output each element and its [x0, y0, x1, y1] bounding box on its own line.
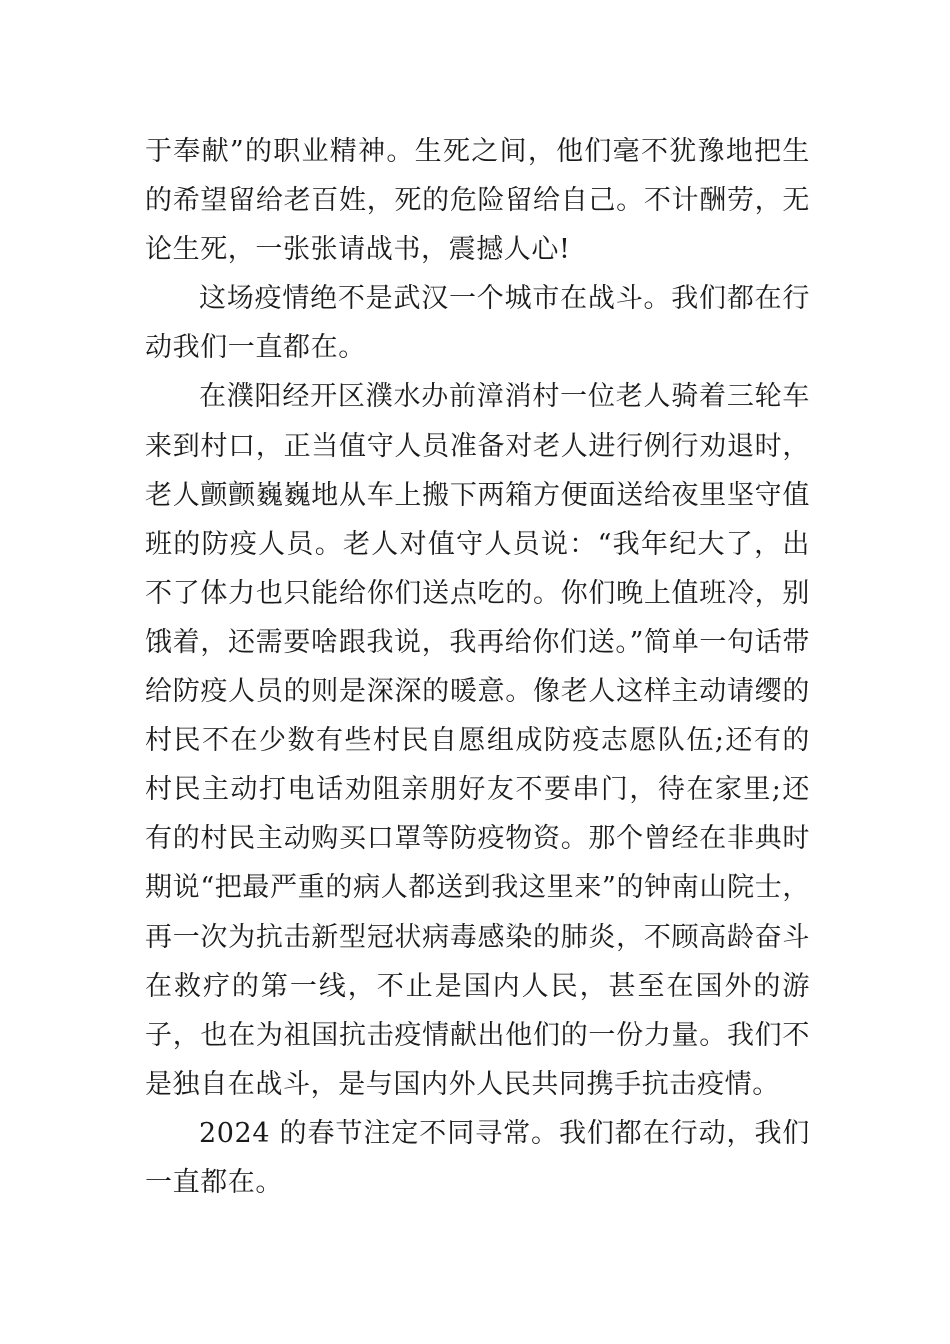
- paragraph-4: 2024 的春节注定不同寻常。我们都在行动，我们一直都在。: [145, 1117, 810, 1198]
- paragraph-2: 这场疫情绝不是武汉一个城市在战斗。我们都在行动我们一直都在。: [145, 283, 810, 364]
- paragraph-1: 于奉献”的职业精神。生死之间，他们毫不犹豫地把生的希望留给老百姓，死的危险留给自己。不计酬劳，无论生死，一张张请战书，震撼人心!: [145, 136, 810, 266]
- paragraph-3: 在濮阳经开区濮水办前漳消村一位老人骑着三轮车来到村口，正当值守人员准备对老人进行例行劝退时，老人颤颤巍巍地从车上搬下两箱方便面送给夜里坚守值班的防疫人员。老人对值守人员说：“我年纪大了，出不了体力也只能给你们送点吃的。你们晚上值班冷，别饿着，还需要啥跟我说，我再给你们送。”简单一句话带给防疫人员的则是深深的暖意。像老人这样主动请缨的村民不在少数有些村民自愿组成防疫志愿队伍;还有的村民主动打电话劝阻亲朋好友不要串门，待在家里;还有的村民主动购买口罩等防疫物资。那个曾经在非典时期说“把最严重的病人都送到我这里来”的钟南山院士，再一次为抗击新型冠状病毒感染的肺炎，不顾高龄奋斗在救疗的第一线，不止是国内人民，甚至在国外的游子，也在为祖国抗击疫情献出他们的一份力量。我们不是独自在战斗，是与国内外人民共同携手抗击疫情。: [145, 381, 810, 1100]
- document-body: [145, 127, 810, 1207]
